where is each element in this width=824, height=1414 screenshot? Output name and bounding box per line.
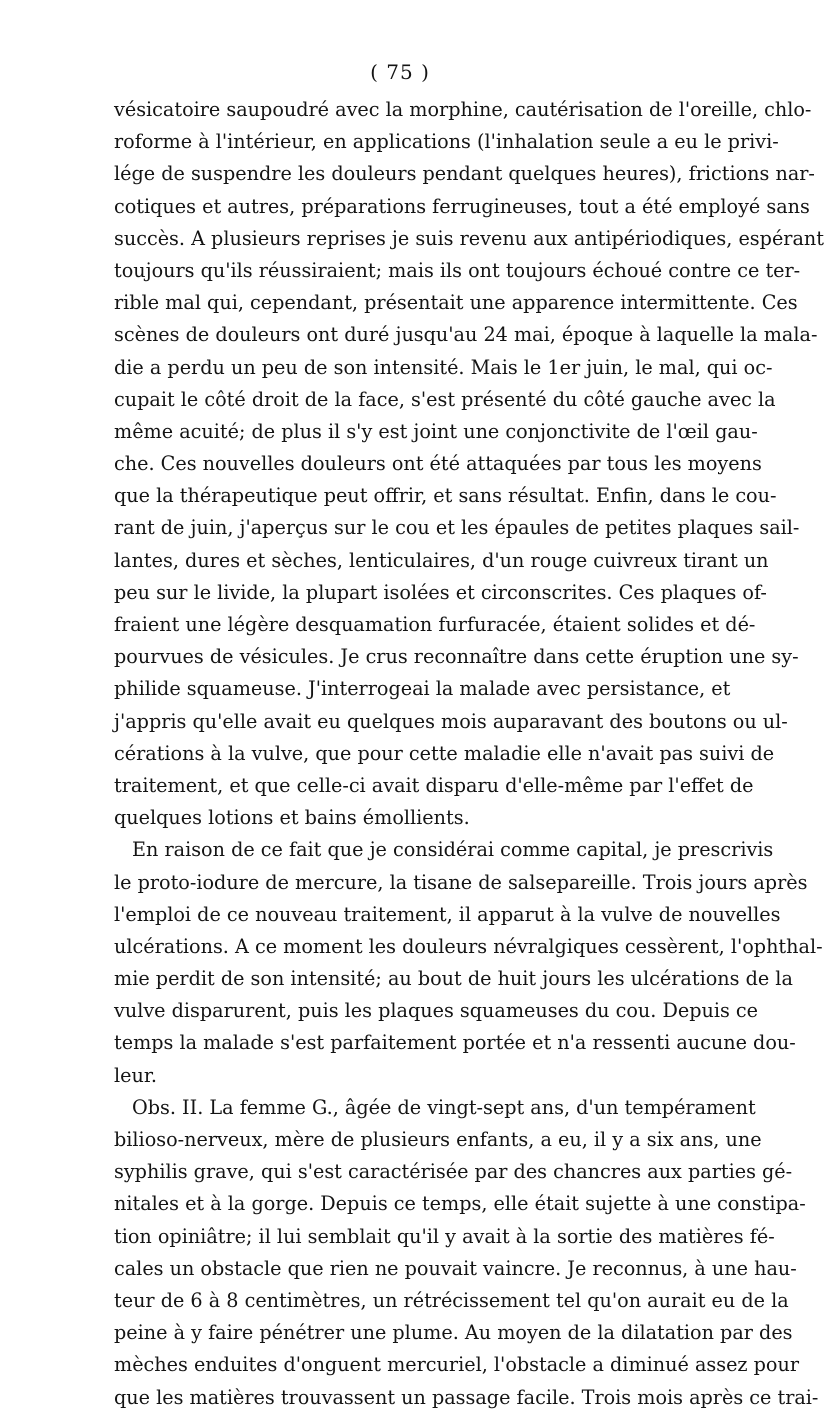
text-line: peine à y faire pénétrer une plume. Au moyen de la dilatation par des	[114, 1321, 793, 1345]
text-line: que les matières trouvassent un passage facile. Trois mois après ce trai-	[114, 1385, 819, 1409]
text-line: peu sur le livide, la plupart isolées et circonscrites. Ces plaques of-	[114, 580, 767, 604]
text-line: roforme à l'intérieur, en applications (l'inhalation seule a eu le privi-	[114, 130, 779, 154]
text-line: che. Ces nouvelles douleurs ont été attaquées par tous les moyens	[114, 452, 762, 476]
text-line: rible mal qui, cependant, présentait une apparence intermittente. Ces	[114, 291, 798, 315]
text-line: mèches enduites d'onguent mercuriel, l'obstacle a diminué assez pour	[114, 1353, 800, 1377]
text-line: même acuité; de plus il s'y est joint une conjonctivite de l'œil gau-	[114, 419, 758, 443]
text-line: syphilis grave, qui s'est caractérisée par des chancres aux parties gé-	[114, 1160, 793, 1184]
text-line: traitement, et que celle-ci avait disparu d'elle-même par l'effet de	[114, 773, 754, 797]
text-line: l'emploi de ce nouveau traitement, il apparut à la vulve de nouvelles	[114, 902, 781, 926]
text-line: pourvues de vésicules. Je crus reconnaître dans cette éruption une sy-	[114, 645, 799, 669]
text-line: quelques lotions et bains émollients.	[114, 806, 470, 830]
text-line: succès. A plusieurs reprises je suis revenu aux antipériodiques, espérant	[114, 226, 824, 250]
text-line: le proto-iodure de mercure, la tisane de salsepareille. Trois jours après	[114, 870, 808, 894]
text-line: temps la malade s'est parfaitement portée et n'a ressenti aucune dou-	[114, 1031, 796, 1055]
text-line: scènes de douleurs ont duré jusqu'au 24 mai, époque à laquelle la mala-	[114, 323, 818, 347]
text-line: die a perdu un peu de son intensité. Mais le 1er juin, le mal, qui oc-	[114, 355, 773, 379]
text-line: teur de 6 à 8 centimètres, un rétrécissement tel qu'on aurait eu de la	[114, 1288, 789, 1312]
body-text	[114, 94, 824, 1414]
text-line: vulve disparurent, puis les plaques squameuses du cou. Depuis ce	[114, 999, 759, 1023]
text-line: En raison de ce fait que je considérai comme capital, je prescrivis	[132, 838, 774, 862]
text-line: Obs. II. La femme G., âgée de vingt-sept ans, d'un tempérament	[132, 1095, 756, 1119]
text-line: fraient une légère desquamation furfuracée, étaient solides et dé-	[114, 613, 756, 636]
text-line: j'appris qu'elle avait eu quelques mois auparavant des boutons ou ul-	[114, 709, 788, 733]
text-line: lége de suspendre les douleurs pendant quelques heures), frictions nar-	[114, 162, 815, 186]
text-line: cérations à la vulve, que pour cette maladie elle n'avait pas suivi de	[114, 741, 775, 765]
text-line: cupait le côté droit de la face, s'est présenté du côté gauche avec la	[114, 387, 776, 411]
text-line: toujours qu'ils réussiraient; mais ils ont toujours échoué contre ce ter-	[114, 258, 801, 282]
text-line: philide squameuse. J'interrogeai la malade avec persistance, et	[114, 677, 731, 701]
text-line: leur.	[114, 1063, 158, 1087]
text-line: bilioso-nerveux, mère de plusieurs enfants, a eu, il y a six ans, une	[114, 1128, 762, 1151]
text-line: cales un obstacle que rien ne pouvait vaincre. Je reconnus, à une hau-	[114, 1256, 797, 1280]
text-line: mie perdit de son intensité; au bout de huit jours les ulcérations de la	[114, 967, 793, 991]
text-line: cotiques et autres, préparations ferrugineuses, tout a été employé sans	[114, 194, 810, 218]
text-line: nitales et à la gorge. Depuis ce temps, elle était sujette à une constipa-	[114, 1192, 806, 1216]
text-line: rant de juin, j'aperçus sur le cou et les épaules de petites plaques sail-	[114, 516, 800, 540]
text-line: vésicatoire saupoudré avec la morphine, cautérisation de l'oreille, chlo-	[114, 98, 812, 121]
page-number: ( 75 )	[370, 60, 430, 84]
text-line: tion opiniâtre; il lui semblait qu'il y avait à la sortie des matières fé-	[114, 1224, 775, 1248]
text-line: ulcérations. A ce moment les douleurs névralgiques cessèrent, l'ophthal-	[114, 934, 823, 958]
text-line: que la thérapeutique peut offrir, et sans résultat. Enfin, dans le cou-	[114, 484, 777, 508]
text-line: lantes, dures et sèches, lenticulaires, d'un rouge cuivreux tirant un	[114, 548, 769, 572]
